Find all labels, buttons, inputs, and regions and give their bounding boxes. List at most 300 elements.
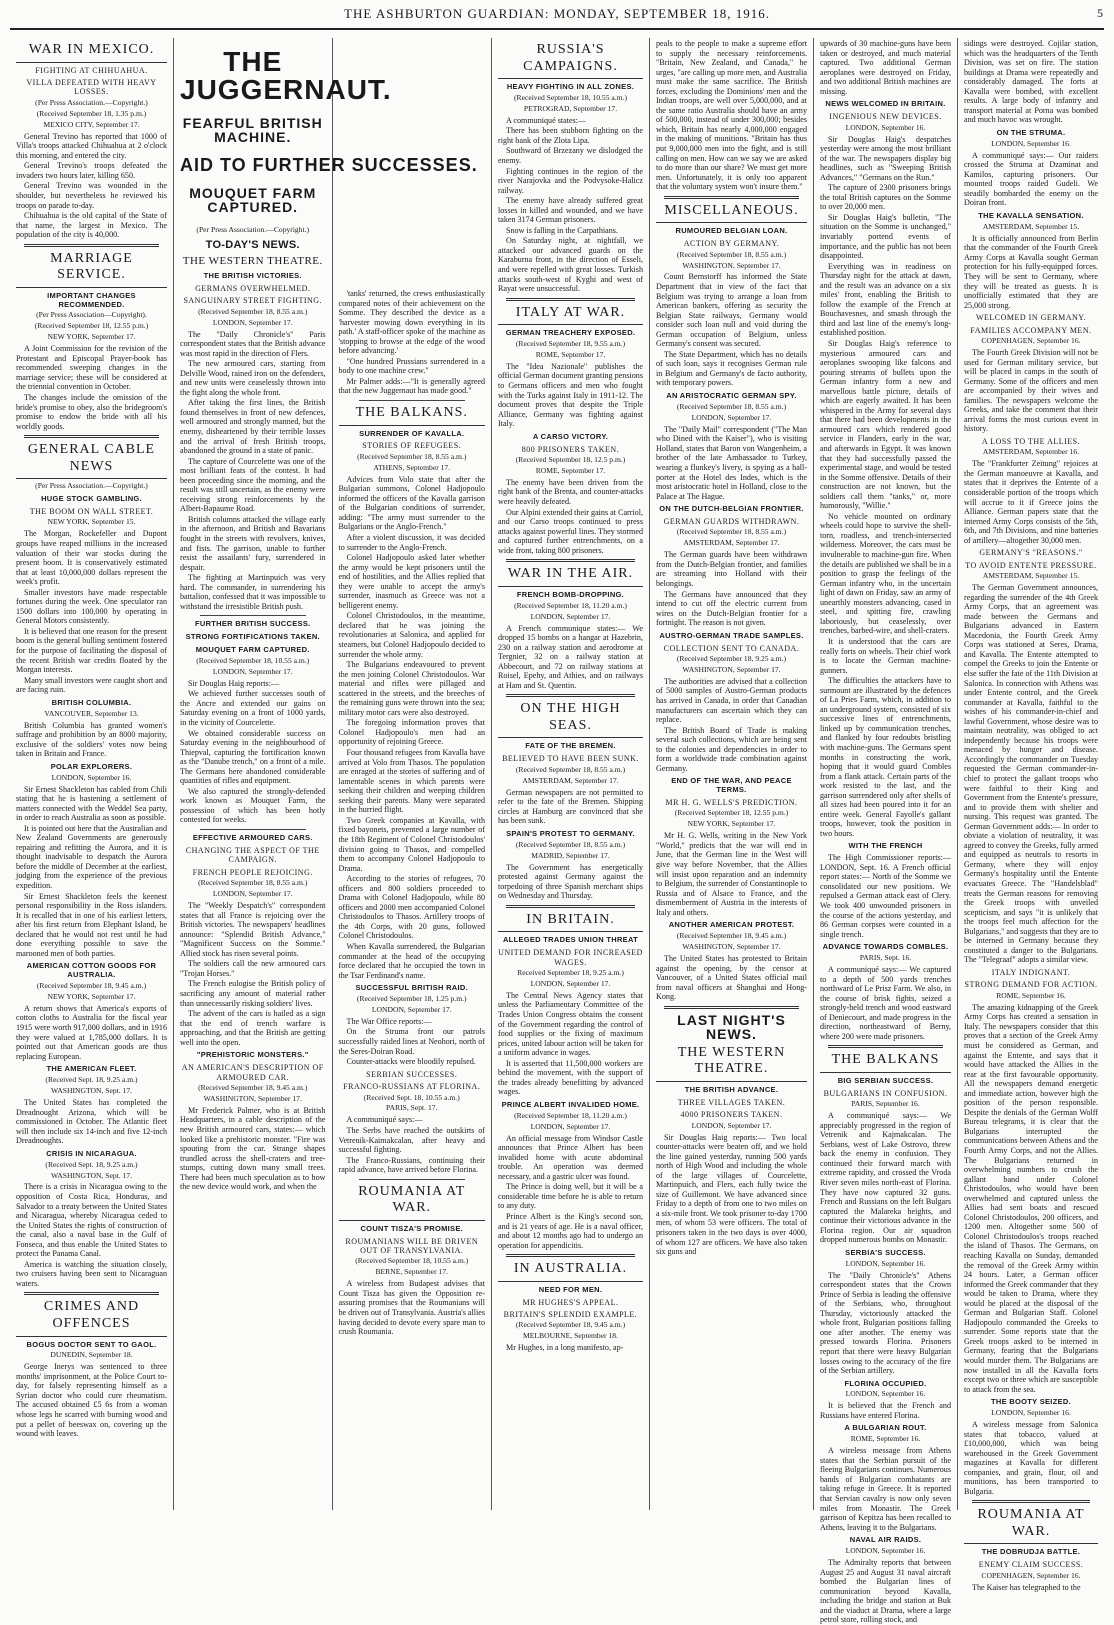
kavalla-dateline: ATHENS, September 17. [373,462,451,472]
mexico-para: Chihuahua is the old capital of the State of that name, the largest in Mexico. The population of the city is 40,000. [16,211,167,240]
carso-para: Our Alpini extended their gains at Carriol, and our Carso troops continued to press attacks against powerful lines. They stormed and captured further entrenchments, on a wide front, taking 800 prisoners. [498,507,643,555]
overwhelmed-sub: GERMANS OVERWHELMED. [195,283,311,293]
kavalla-para: Four thousand refugees from Kavalla have arrived at Volo from Thasos. The population are enraged at the stories of suffering and of lamentable scenes in which parents were seeking their children and weeping children seeking their parents. Many were separated in the hurried flight. [338,748,485,815]
albert-para: Prince Albert is the King's second son, and is 21 years of age. He is a naval officer, and about 12 months ago had to undergo an operation for appendicitis. [498,1212,643,1250]
marriage-para: A Joint Commission for the revision of the Protestant and Episcopal Prayer-book has recommended sweeping changes in the marriage service; these will be considered at the triennial convention in October. [16,344,167,392]
welcomed-sub: NEWS WELCOMED IN BRITAIN. [825,99,946,109]
aspect-sub: CHANGING THE ASPECT OF THE CAMPAIGN. [185,845,320,865]
mouquet-sub: MOUQUET FARM CAPTURED. [195,645,310,655]
russia-headline: RUSSIA'S CAMPAIGNS. [498,42,643,79]
palmer-para: Mr Frederick Palmer, who is at British Headquarters, in a cable description of the new British armoured cars, states:— which looked like a prehistoric monster. "Fire was spouting from the car. Strange shapes trundled across the shell-craters and tree-stumps, cutting down many small trees. There had been much speculation as to how the new device would work, and when the [180,1105,326,1192]
kavalla-sub: SURRENDER OF KAVALLA. [359,428,465,438]
protest-received: (Received September 18, 9.45 a.m.) [676,931,787,941]
sanguinary-sub: SANGUINARY STREET FIGHTING. [183,296,323,306]
devices-para: Sir Douglas Haig's reference to mysterious armoured cars and aeroplanes swooping like falcons and pouring streams of bullets upon the German infantry form a new and marvellous battle picture, details of which are eagerly awaited. It has been whispered in the Army for several days that there had been developments in the armoured cars which rendered good service in Flanders, early in the war, and afterwards in Egypt. It was known that they had successfully passed the experimental stage, and would be tested in the Somme offensive. Details of their construction are not known, but the soldiers call them "tanks," or, more humorously, "Willie." [820,339,951,511]
tisza-dateline: BERNE, September 17. [375,1267,449,1277]
cable-credit: (Per Press Association.—Copyright.) [35,481,148,491]
marriage-credit: (Per Press Association—Copyright). [36,310,147,320]
florina-dateline: PARIS, Sept. 17. [386,1103,438,1113]
mexico-received: (Received September 18, 1.35 p.m.) [36,108,147,118]
australia-headline: IN AUSTRALIA. [498,1261,643,1282]
raid-received: (Received September 18, 1.25 p.m.) [356,994,467,1003]
reasons-dateline: AMSTERDAM, September 15. [982,571,1080,581]
bc-dateline: VANCOUVER, September 13. [44,708,139,718]
unions-received: Received September 18, 9.25 a.m.) [517,967,624,977]
balkans-headline: THE BALKANS. [339,405,486,426]
trade-sub2: COLLECTION SENT TO CANADA. [663,643,800,653]
unions-sub2: UNITED DEMAND FOR INCREASED WAGES. [498,948,643,967]
florina-sub: FRANCO-RUSSIANS AT FLORINA. [343,1082,481,1092]
pressure-sub: TO AVOID ENTENTE PRESSURE. [965,560,1097,570]
guards-para: The German guards have been withdrawn from the Dutch-Belgian frontier, and families are streaming into Holland with their belongings. [656,550,807,588]
russia-received: (Received September 18, 10.55 a.m.) [513,92,628,102]
cable-para: Many small investors were caught short and are facing ruin. [16,675,167,695]
naval-cont-para: sidings were destroyed. Cojilar station, which was the headquarters of the Tenth Division, was set on fire. The station buildings at Drama were repeatedly and considerably damaged. The forts at Kavalla were bombed, with excellent results. A large body of infantry and transport material at Porna was bombed and much havoc was wrought. [964,39,1098,125]
struma-dateline: LONDON, September 16. [991,138,1071,148]
carso-sub: A CARSO VICTORY. [532,431,609,441]
bc-head: BRITISH COLUMBIA. [51,697,132,707]
bomb-sub: FRENCH BOMB-DROPPING. [516,589,625,599]
spain-dateline: MADRID, September 17. [531,850,610,860]
struma-sub: ON THE STRUMA. [996,127,1066,137]
kavalla-para: Two Greek companies at Kavalla, with fixed bayonets, prevented a large number of the 18th Regiment of Colonel Christodoulos' division going to Thasos, and compelled them to accompany Colonel Hadjopoulo to Drama. [338,815,485,873]
victories-para: The "Daily Chronicle's" Paris correspondent states that the British advance was most rapid in the direction of Flers. [180,329,326,358]
italy-para-2: The amazing kidnapping of the Greek Army Corps has created a sensation in Italy. The newspapers consider that this proves that a section of the Greek Army must be considered as German, and against the Entente, and says that it would have attacked the Allies in the rear at the first favourable opportunity. All the newspapers demand energetic and immediate action, however high the position of the person responsible. Despite the denials of the German Wolff Bureau telegrams, it is clear that the Bulgarians interrupted the communications between Athens and the Fourth Army Corps, and not the Allies. The Bulgarians returned in overwhelming numbers to crush the gallant band under Colonel Christodoulos, who would have been overwhelmed and captured unless the Allies had sent boats and rescued Colonel Christodoulos, 200 officers, and 1200 men. Altogether some 500 of Colonel Christodoulos's troops reached the island of Thasos. The Germans, on reaching Kavalla on Sunday, demanded the removal of the Greek Army within 24 hours. Later, a German officer informed the Greek commander that they would be taken to Drama, where they would be placed at the disposal of the German and Bulgarian Staff. Colonel Hadjopoulo commanded the Greeks to surrender. Some reports state that the Greek troops asked to be interned in Germany, fearing that the Bulgarians would murder them. The Bulgarians are now installed in all the Kavalla forts except two or three which are susceptible to attack from the sea. [964,1002,1098,1394]
polar-para: It is pointed out here that the Australian and New Zealand Governments are generously repairing and refitting the Aurora, and it is thought inadvisable to despatch the Aurora before the middle of December at the earliest, judging from the experience of the previous expedition. [16,823,167,890]
western-headline: THE WESTERN THEATRE. [656,1045,807,1082]
mouquet-para: We achieved further successes south of the Ancre and extended our gains on Saturday evening on a front of 1000 yards, in the vicinity of Courcelette. [180,689,326,727]
protest-dateline: WASHINGTON, September 17. [682,942,781,952]
bigs-para: A communiqué says:— We appreciably progressed in the region of Vetrenik and Kajmakcalan. The Serbians, west of Lake Ostrovo, threw back the enemy in confusion. They continued their forward march with extreme rapidity, and crossed the Vroda River seven miles north-east of Florina. They have now captured 32 guns. French and Russians on the left Bulgars captured the Malareka heights, and continue their victorious advance in the Florina region. Our air squadron dropped numerous bombs on Monastir. [820,1111,951,1245]
wells-dateline: NEW YORK, September 17. [687,819,776,829]
devices-sub: INGENIOUS NEW DEVICES. [829,112,942,122]
divider [24,244,159,247]
guards-received: (Received September 18, 8.55 a.m.) [676,527,787,537]
mexico-sub2: VILLA DEFEATED WITH HEAVY LOSSES. [26,77,157,97]
strong-demand-sub: STRONG DEMAND FOR ACTION. [964,980,1098,990]
naval-sub: NAVAL AIR RAIDS. [849,1535,922,1545]
crimes-headline: CRIMES AND OFFENCES [16,1299,167,1336]
refugees-sub: STORIES OF REFUGEES. [362,441,462,451]
bigs-sub: BIG SERBIAN SUCCESS. [837,1075,934,1085]
mouquet-para: Sir Douglas Haig reports:— [188,678,280,688]
devices-para: Everything was in readiness on Thursday night for the attack at dawn, and the result was an advance on a six miles' front, enabling the British to follow the example of the French at Bouchavesnes, and smash through the third and last line of the enemy's long-established position. [820,261,951,338]
devices-para: Sir Douglas Haig's despatches yesterday were among the most brilliant of the war. The newspapers display big headlines, such as "Sweeping British Advances," "Germans on the Run." [820,134,951,182]
serbia-sub: SERBIA'S SUCCESS. [845,1247,926,1257]
villages-sub: THREE VILLAGES TAKEN. [677,1097,786,1107]
roumania-headline-2: ROUMANIA AT WAR. [964,1507,1098,1544]
balkans-headline-2: THE BALKANS [820,1052,951,1073]
spain-sub: SPAIN'S PROTEST TO GERMANY. [506,828,635,838]
victories-sub: THE BRITISH VICTORIES. [203,270,302,280]
booty-para: A wireless message from Salonica states that tobacco, valued at £10,000,000, which was being warehoused in the Greek Government magazines at Kavalla for different companies, and grain, flour, oil and munitions, has been transported to Bulgaria. [964,1419,1098,1496]
end-sub: END OF THE WAR, AND PEACE TERMS. [671,776,792,795]
marriage-sub: IMPORTANT CHANGES RECOMMENDED. [47,290,136,309]
mexico-headline: WAR IN MEXICO. [16,42,167,63]
hughes-sub: MR HUGHES'S APPEAL. [522,1297,619,1307]
carso-para: The enemy have been driven from the right bank of the Brenta, and counter-attacks were heavily defeated. [498,477,643,506]
sunk-sub: BELIEVED TO HAVE BEEN SUNK. [502,754,639,764]
russia-para: On Saturday night, at nightfall, we attacked our advanced guards on the Karaburna front, in the direction of Esseli, and were repelled with great losses. Turkish attacks south-west of Kyghi and west of Rayat were unsuccessful. [498,236,643,294]
air-headline: WAR IN THE AIR. [498,566,643,587]
devices-para: No vehicle mounted on ordinary wheels could hope to survive the shell-torn, roadless, and trench-intersected wilderness. Moreover, the cars must be invulnerable to machine-gun fire. When the details are published we shall be in a position to grasp the feelings of the German infantry who, in the uncertain light of dawn on Friday, saw an army of unearthly monsters advancing, cased in steel, and spitting fire, crawling laboriously, but ceaselessly, over trenches, barbed-wire, and shell-craters. [820,511,951,636]
divider [506,1254,635,1257]
divider [359,1179,466,1180]
divider [664,196,799,199]
loan-received: (Received September 18, 8.55 a.m.) [676,249,787,259]
cars-dateline: LONDON, September 17. [212,889,293,899]
reasons-sub: GERMANY'S "REASONS." [979,548,1083,558]
french-sub: WITH THE FRENCH [848,841,923,851]
albert-sub: PRINCE ALBERT INVALIDED HOME. [501,1099,640,1109]
confusion-sub: BULGARIANS IN CONFUSION. [823,1088,948,1098]
kavalla-para: The Bulgarians endeavoured to prevent the men joining Colonel Christodoulos. War material and rifles were pillaged and scattered in the streets, and the breeches of the remaining guns were thrown into the sea; military motor cars were also destroyed. [338,660,485,717]
loan-sub2: ACTION BY GERMANY. [683,239,780,249]
column-4 [650,38,814,1510]
mexico-para: General Trevino has reported that 1000 of Villa's troops attacked Chihuahua at 2 o'clock this morning, and entered the city. [16,131,167,160]
cars-para: The advent of the cars is hailed as a sign that the end of trench warfare is approaching, and that the British are getting well into the open. [180,1009,326,1047]
cars-para: The soldiers call the new armoured cars "Trojan Horses." [180,959,326,978]
wells-received: (Received September 18, 12.55 p.m.) [674,808,789,818]
tisza-received: (Received September 18, 10.55 a.m.) [355,1256,469,1266]
column-2 [174,38,492,1510]
fleet-received: (Received Sept. 18, 9.25 a.m.) [45,1075,138,1085]
hughes-cont-para: peals to the people to make a supreme effort to supply the necessary reinforcements. "Britain, New Zealand, and Canada," he urges, "are calling up more men, and Australia must make the same sacrifice. The British forces, excluding the Dominions' men and the Indian troops, are well over 5,000,000, and at the same ratio Australia should have an army of 500,000, instead of under 300,000; besides which, Britain has nearly 4,000,000 engaged in the making of munitions. "Britain has thus put 9,000,000 men into the fight, and is still calling on men. How can we say we are asked to do more than our share? We must get more men. Unfortunately, it is only too apparent that the voluntary system won't insure them." [656,39,807,192]
marriage-para: The changes include the omission of the bride's promise to obey, also the bridegroom's promise to endow the bride with all his worldly goods. [16,393,167,431]
mouquet-dateline: LONDON, September 17. [212,666,293,676]
albert-para: An official message from Windsor Castle announces that Prince Albert has been invalided home with acute abdominal trouble. An operation was deemed necessary, and a gastric ulcer was found. [498,1133,643,1181]
rout-sub: A BULGARIAN ROUT. [844,1423,927,1433]
protest-sub: ANOTHER AMERICAN PROTEST. [668,920,795,930]
palmer-received: (Received September 18, 9.45 a.m.) [198,1083,308,1092]
column-1 [10,38,174,1510]
kavalla-para: The foregoing information proves that Colonel Hadjopoulo's men had an opportunity of rejoining Greece. [338,718,485,747]
cars-received: (Received September 18, 8.55 a.m.) [198,878,308,888]
crimes-sub: BOGUS DOCTOR SENT TO GAOL. [26,1339,157,1349]
guards-para: The Germans have announced that they intend to cut off the electric current from wires on the Dutch-Belgian frontier for a fortnight. The reason is not given. [656,589,807,628]
protest-para: The United States has protested to Britain against the opening, by the censor at Vancouver, of a United States official mail from naval officers at Shanghai and Hong-Kong. [656,954,807,1002]
divider [24,435,159,438]
palmer-dateline: WASHINGTON, September 17. [203,1093,302,1103]
divider [200,829,306,830]
hughes-para: Mr Hughes, in a long manifesto, ap- [506,1343,624,1353]
column-2-right [333,38,492,1510]
carso-dateline: ROME, September 17. [535,465,606,475]
kavalla-para: Advices from Volo state that after the Bulgarian summons, Colonel Hadjopoulo informed the officers of the Kavalla garrison of the Bulgarian conditions of surrender, adding: "The army must surrender to the Bulgarians or the Anglo-French." [338,474,485,532]
crimes-para: George Inerys was sentenced to three months' imprisonment, at the Police Court to-day, for falsely representing himself as a Syrian doctor who could cure rheumatism. The accused obtained £5 6s from a woman whose legs he scarred with burning wood and put a pellet of beeswax on, covering up the wound with leaves. [16,1362,167,1439]
juggernaut-deck-1: FEARFUL BRITISH MACHINE. [182,115,323,145]
raid-para: The War Office reports:— [346,1016,432,1026]
britain-headline: IN BRITAIN. [498,912,643,933]
combles-sub: ADVANCE TOWARDS COMBLES. [822,942,949,952]
guards-dateline: AMSTERDAM, September 17. [683,538,780,548]
families-dateline: COPENHAGEN, September 16. [981,336,1081,346]
naval-dateline: LONDON, September 16. [845,1546,926,1556]
column-3 [492,38,650,1510]
sensation-para: It is officially announced from Berlin that the commander of the Fourth Greek Army Corps at Kavalla sought German protection for his fully-equipped forces. They will be sent to Germany, where they will be treated as guests. It is unofficially estimated that they are 25,000 strong. [964,233,1098,310]
serbia-dateline: LONDON, September 16. [845,1258,926,1268]
italy-para: The "Idea Nazionale" publishes the official German document granting pensions to Germans officers and men who fought with the Turks against Italy in 1911-12. The document proves that despite the Triple Alliance, Germany was fighting against Italy. [498,361,643,429]
victories-para: The new armoured cars, starting from Delville Wood, rained iron on the defenders, and new units were ceaselessly thrown into the fight along the whole front. [180,359,326,397]
italy-headline: ITALY AT WAR. [498,305,643,326]
cable-para: Smaller investors have made respectable fortunes during the week. One speculator ran 1500 dollars into 100,000 by operating in General Motors consistently. [16,587,167,626]
kavalla-para: Colonel Christodoulos, in the meantime, declared that he was joining the revolutionaries at Salonica, and applied for steamers, but Colonel Hadjopoulo decided to surrender the whole army. [338,611,485,659]
columns [10,38,1104,1625]
victories-para: British columns attacked the village early in the afternoon, and British and Bavarians fought in the streets with revolvers, knives, and fists. The garrison, unable to further resist the assailants' fury, surrendered in despair. [180,514,326,572]
advance-sub: THE BRITISH ADVANCE. [684,1084,779,1094]
unions-para: It is asserted that 11,500,000 workers are behind the movement, with the support of the trades already benefitting by advanced wages. [498,1058,643,1097]
marriage-headline: MARRIAGE SERVICE. [16,251,167,288]
nica-para: There is a crisis in Nicaragua owing to the opposition of Costa Rica, Honduras, and Salvador to a treaty between the United States and Nicaragua, whereby Nicaragua ceded to the United States the rights of construction of the canal, also a naval base in the Gulf of Fonseca, and thus enable the United States to protect the Panama Canal. [16,1182,167,1259]
victories-para: After taking the first lines, the British found themselves in front of new defences, well armoured and strongly manned, but the enemy, disheartened by their terrible losses and the arrival of fresh British troops, abandoned the ground in a state of panic. [180,398,326,456]
victories-para: The fighting at Martinpuich was very hard. The commander, in surrendering his battalion, confessed that it was impossible to withstand the irresistible British push. [180,573,326,611]
russia-para: A communiqué states:— [506,115,587,125]
italy-received: (Received September 18, 9.55 a.m.) [515,338,626,348]
booty-dateline: LONDON, September 16. [991,1408,1071,1418]
loss-sub: A LOSS TO THE ALLIES. [981,436,1081,446]
naval-para: The Admiralty reports that between August 25 and August 31 naval aircraft bombed the Bulgarian lines of communication beyond Kavalla, including the bridge and station at Buk and the viaduct at Drama, where a large petrol store, rolling stock, and [820,1558,951,1625]
nica-dateline: WASHINGTON, Sept. 17. [50,1170,133,1180]
polar-para: Sir Ernest Shackleton has cabled from Chili stating that he is hastening a settlement of matters connected with the Weddel Sea party, in order to reach Australia as soon as possible. [16,784,167,823]
tanks-para: Mr Palmer adds:—"It is generally agreed that the new Juggernaut has made good." [338,376,485,396]
trade-para: The authorities are advised that a collection of 5000 samples of Austro-German products has arrived in Canada, in order that Canadian manufacturers can ascertain which they can replace. [656,676,807,725]
divider [506,694,635,697]
cotton-received: (Received September 18, 9.45 a.m.) [36,981,147,991]
cotton-head: AMERICAN COTTON GOODS FOR AUSTRALIA. [26,961,157,980]
french-para: The High Commissioner reports:— LONDON, Sept. 16. A French official report states:— North of the Somme we consolidated our new positions. We repulsed a German attack east of Clery. We took 400 unwounded prisoners in the course of the actions yesterday, and 86 German corpses were counted in a single trench. [820,853,951,939]
bc-para: British Columbia has granted women's suffrage and prohibition by an 8000 majority, exclusive of the soldiers' votes now being taken in Britain and France. [16,720,167,759]
seas-headline: ON THE HIGH SEAS. [498,701,643,738]
polar-para: Sir Ernest Shackleton feels the keenest personal responsibility in the Ross islanders. It is recalled that in one of his earliest letters, after his first return from Elephant Island, he declared that he would not rest until he had done everything possible to save the marooned men of both parties. [16,891,167,958]
divider [200,615,306,616]
divider [828,1045,943,1048]
victories-received: (Received September 18, 8.55 a.m.) [198,306,308,316]
juggernaut-deck-2: AID TO FURTHER SUCCESSES. [180,155,478,175]
cable-sub2: THE BOOM ON WALL STREET. [29,507,154,517]
albert-received: (Received September 18, 11.20 a.m.) [514,1110,627,1120]
prisoners-sub: 4000 PRISONERS TAKEN. [680,1110,783,1120]
cars-para: The "Weekly Despatch's" correspondent states that all France is rejoicing over the British victories. The newspapers' headlines announce: "Splendid British Advance," "Magnificent Success on the Somme." Allied stock has risen several points. [180,901,326,958]
air-dateline: LONDON, September 17. [530,611,611,621]
tanks-para: 'tanks' returned, the crews enthusiastically compared notes of their achievement on the Somme. They described the device as a 'harvester mowing down everything in its path.' A staff-officer spoke of the machine as 'stopping to browse at the edge of the wood before advancing.' [338,289,485,356]
claim-para: The Kaiser has telegraphed to the [972,1582,1081,1592]
florina-para: A communiqué says:— [346,1115,423,1125]
mexico-dateline: MEXICO CITY, September 17. [43,119,140,129]
page-number: 5 [1097,6,1104,20]
serbian-sub: SERBIAN SUCCESSES. [366,1069,458,1079]
polar-head: POLAR EXPLORERS. [50,761,133,771]
frontier-sub: ON THE DUTCH-BELGIAN FRONTIER. [659,504,804,514]
mouquet-received: (Received September 18, 10.55 a.m.) [196,655,310,665]
families-sub: FAMILIES ACCOMPANY MEN. [970,325,1092,335]
italy-dateline-2: ROME, September 16. [996,990,1066,1000]
devices-para: The capture of 2300 prisoners brings the total British captures on the Somme to over 20,000 men. [820,183,951,212]
nica-head: CRISIS IN NICARAGUA. [46,1148,137,1158]
american-sub: AN AMERICAN'S DESCRIPTION OF ARMOURED CAR. [181,1063,324,1082]
todays-news: TO-DAY'S NEWS. [205,238,300,251]
booty-sub: THE BOOTY SEIZED. [991,1397,1071,1407]
fleet-para: The United States has completed the Dreadnought Arizona, which will be commissioned in October. The Atlantic fleet will then include six 14-inch and five 12-inch Dreadnoughts. [16,1097,167,1146]
carso-sub2: 800 PRISONERS TAKEN. [521,444,620,454]
strong-sub: STRONG FORTIFICATIONS TAKEN. [185,632,320,642]
juggernaut-credit: (Per Press Association.—Copyright.) [196,225,310,234]
misc-headline: MISCELLANEOUS. [656,203,807,224]
reasons-para: The German Government announces, regarding the surrender of the 4th Greek Army Corps, that an agreement was made between the Germans and Bulgarians advanced in Eastern Macedonia, the Fourth Greek Army Corps was stationed at Seres, Drama, and Kavalla. The Entente attempted to compel the Greeks to join the Entente or else suffer the fate of the 11th Division at Salonica. In connection with Athens was under Entente control, and the Greek commander at Kavalla, faithful to the wishes of his commander-in-chief and lawful Government, whose desire was to maintain neutrality, was obliged to act independently because his troops were menaced by hunger and disease. Accordingly the commander on Tuesday requested the German commander-in-chief to protect the gallant troops who were faithful to their King and Government from the Entente's pressure, and to provide them with shelter and nursing. This request was granted. The German Government adds:— In order to obviate a violation of neutrality, it was agreed to convey the Greeks, fully armed and equipped as neutrals to resorts in Germany, where they will enjoy Germany's hospitality until the Entente evacuates Greece. The "Handelsblad" treats the German reasons for removing the Greek troops with unveiled scepticism, and says "it is unlikely that the troops feel much affection for the Bulgarians," and suggests that they are to be interned in Germany because they constituted a danger to the Bulgarians. The "Telegraaf" adopts a similar view. [964,583,1098,965]
advance-dateline: LONDON, September 17. [691,1120,772,1130]
masthead-title: THE ASHBURTON GUARDIAN: MONDAY, SEPTEMBER 18, 1916. [344,6,770,21]
mexico-credit: (Per Press Association.—Copyright.) [35,97,148,107]
devices-para: It is understood that the cars are really forts on wheels. Their chief work is to locate the German machine-gunners. [820,636,951,675]
tisza-sub: COUNT TISZA'S PROMISE. [360,1223,464,1233]
wg-sub: WELCOMED IN GERMANY. [975,313,1087,323]
divider [972,1500,1090,1503]
rout-para: A wireless message from Athens states that the Serbian pursuit of the fleeing Bulgarians continues. Numerous bands of Bulgarian combatants are taking refuge in Greece. It is reported that Servian cavalry is now only seven miles from Monastir. The Greek garrison of Kepitza has been recalled to Athens, leaving it to the Bulgarians. [820,1446,951,1532]
spy-sub: AN ARISTOCRATIC GERMAN SPY. [666,391,797,401]
italy-dateline: ROME, September 17. [535,349,606,359]
spain-para: The Government has energetically protested against Germany against the torpedoing of three Spanish merchant ships on Wednesday and Thursday. [498,862,643,901]
divider [359,400,466,401]
prehistoric-sub: "PREHISTORIC MONSTERS." [196,1050,309,1060]
air-para: A French communique states:— We dropped 15 bombs on a hangar at Hazebrin, 230 on a railway station and aerodrome at Tergnier, 32 on a railway station at Abbecourt, and 72 on railway stations at Roisel, Epehy, and Athies, and on railways at Ham and St. Quentin. [498,623,643,690]
albert-dateline: LONDON, September 17. [530,1121,611,1131]
serbia-para: The "Daily Chronicle's" Athens correspondent states that the Crown Prince of Serbia is leading the offensive of the Serbians, who, throughout Thursday, victoriously attacked the whole front, Bulgarian positions falling one after another. The enemy was pressed towards Florina. Prisoners report that there were heavy Bulgarian losses owing to the accuracy of the fire of the Serbian artillery. [820,1270,951,1376]
claim-dateline: COPENHAGEN, September 16. [981,1570,1081,1580]
trade-dateline: WASHINGTON, September 17. [682,664,781,674]
nica-received: (Received Sept. 18, 9.25 a.m.) [45,1159,138,1169]
loan-dateline: WASHINGTON, September 17. [682,260,781,270]
russia-dateline: PETROGRAD, September 17. [523,103,618,113]
kavalla-para: Colonel Hadjopoulo asked later whether the army would be kept prisoners until the end of hostilities, and the Allies replied that they were unable to accept the army's surrender, inasmuch as Greece was not a belligerent enemy. [338,553,485,610]
russia-para: There has been stubborn fighting on the right bank of the Zlota Lipa. [498,126,643,145]
marriage-received: (Received September 18, 12.55 p.m.) [34,321,149,331]
mexico-para: General Trevino was wounded in the shoulder, but nevertheless he reviewed his troops on parade to-day. [16,181,167,210]
families-para: The Fourth Greek Division will not be used for German military service, but will be placed in camps in the south of Germany. Some of the officers and men are accompanied by their wives and families. The newspapers welcome the Greeks, and take the comment that their arrival forms the most curious event in history. [964,348,1098,434]
kavalla-para: After a violent discussion, it was decided to surrender to the Anglo-French. [338,533,485,552]
loss-para: The "Frankfurter Zeitung" rejoices at the German manoeuvre at Kavalla, and states that it deprives the Entente of a considerable portion of the troops which will accrue to it if Greece joins the Alliance. German papers state that the interned Army Corps consists of the 5th, 6th, and 7th Divisions, and nine batteries of artillery—altogether 30,000 men. [964,459,1098,545]
rout-dateline: ROME, September 16. [850,1434,921,1444]
men-sub: NEED FOR MEN. [538,1284,603,1294]
example-sub: BRITAIN'S SPLENDID EXAMPLE. [503,1309,638,1319]
roumania-headline: ROUMANIA AT WAR. [339,1184,486,1221]
loan-sub: RUMOURED BELGIAN LOAN. [675,226,788,236]
cable-para: The Morgan, Rockefeller and Dupont groups have reaped millions in the increased valuation of their war stocks during the present boom. It is conservatively estimated that at least 10,000,000 dollars represent the week's profit. [16,529,167,587]
crimes-dateline: DUNEDIN, September 18. [50,1350,133,1360]
fleet-head: THE AMERICAN FLEET. [46,1064,137,1074]
sensation-dateline: AMSTERDAM, September 15. [982,221,1080,231]
masthead [10,6,1104,30]
kavalla-para: When Kavalla surrendered, the Bulgarian commander at the head of the occupying force declared that he occupied the town in the Tsar Ferdinand's name. [338,941,485,980]
claim-sub: ENEMY CLAIM SUCCESS. [978,1560,1084,1570]
devices-para: The difficulties the attackers have to surmount are illustrated by the defences of La Pries Farm, which, in addition to an underground system, consisted of six successive lines of entrenchments, linked up by communication trenches, and flanked by four redoubts bristling with machine-guns. The Germans spent months in constructing the work, hoping that it would guard Combles from a flank attack. Certain parts of the work resisted to the last, and the garrison surrendered only after shells of all sizes had been poured into it for an entire week. General Fayolle's gallant troops, however, took the position in two hours. [820,676,951,838]
dobrudja-sub: THE DOBRUDJA BATTLE. [981,1547,1081,1557]
cars-sub: EFFECTIVE ARMOURED CARS. [192,833,313,843]
fl-para: It is believed that the French and Russians have entered Florina. [820,1401,951,1420]
spy-dateline: LONDON, September 17. [691,412,772,422]
cotton-para: A return shows that America's exports of cotton cloths to Australia for the fiscal year 1915 were worth 917,000 dollars, and in 1916 they were valued at 1,785,000 dollars. It is pointed out that American goods are thus replacing European. [16,1003,167,1061]
victories-para: The capture of Courcelette was one of the most brilliant feats of the contest. It had been proceeding since the morning, and the result was still uncertain, as the enemy were receiving strong reinforcements by the Albert-Bapaume Road. [180,456,326,514]
cars-para: The French eulogise the British policy of sacrificing any amount of material rather than unnecessarily risking soldiers' lives. [180,979,326,1008]
kavalla-received: (Received September 18, 8.55 a.m.) [357,451,467,461]
divider [506,298,635,301]
polar-dateline: LONDON, September 16. [51,772,132,782]
guards-sub: GERMAN GUARDS WITHDRAWN. [663,516,800,526]
florina-para: The Serbs have reached the outskirts of Vetrenik-Kaimakcalan, after heavy and successful fighting. [338,1125,485,1155]
unions-para: The Central News Agency states that unless the Parliamentary Committee of the Trades Union Congress obtains the consent of the Government regarding the control of food supplies or the fixing of maximum prices, united labour action will be taken for a uniform advance in wages. [498,990,643,1058]
air-received: (Received September 18, 11.20 a.m.) [514,600,627,610]
russia-para: Fighting continues in the region of the river Narajovka and the Podvysoke-Halicz railway. [498,166,643,195]
cable-headline: GENERAL CABLE NEWS [16,442,167,479]
albert-para: The Prince is doing well, but it will be a considerable time before he is able to return to any duty. [498,1182,643,1211]
carso-received: (Received September 18, 12.5 p.m.) [515,455,626,464]
divider [664,1006,799,1009]
treachery-sub: GERMAN TREACHERY EXPOSED. [505,328,636,338]
divider [506,905,635,908]
divider [506,559,635,562]
combles-dateline: PARIS, Sept. 16. [859,953,912,963]
fleet-dateline: WASHINGTON, Sept. 17. [50,1086,133,1096]
florina-para: The Franco-Russians, continuing their rapid advance, have arrived before Florina. [338,1155,485,1175]
cable-dateline: NEW YORK, September 15. [47,517,136,527]
fl-sub: FLORINA OCCUPIED. [844,1378,927,1388]
juggernaut-deck-3: MOUQUET FARM CAPTURED. [189,185,317,215]
cable-sub: HUGE STOCK GAMBLING. [41,494,142,504]
nica-para: America is watching the situation closely, two cruisers having been sent to Nicaraguan waters. [16,1259,167,1288]
marriage-dateline: NEW YORK, September 17. [47,332,136,342]
rejoicing-sub: FRENCH PEOPLE REJOICING. [192,867,313,877]
wells-sub: MR H. G. WELLS'S PREDICTION. [665,798,798,808]
advance-para: Sir Douglas Haig reports:— Two local counter-attacks were beaten off, and we hold the line gained yesterday, running 500 yards north of High Wood and including the whole of the large villages of Courcelette, Martinpuich, and Flers, each fully twice the size of Guillemont. We have advanced since Friday to a depth of from one to two miles on a six-mile front. We took prisoner to-day 1700 men, of whom 53 were officers. The total of prisoners taken in the two days is over 4000, of whom 127 are officers. We have also taken six guns and [656,1132,807,1257]
russia-para: The enemy have already suffered great losses in killed and wounded, and we have taken 3174 German prisoners. [498,196,643,225]
bremen-para: German newspapers are not permitted to refer to the fate of the Bremen. Shipping circles at Hamburg are convinced that she has been sunk. [498,787,643,826]
juggernaut-headline: THE JUGGERNAUT. [180,46,392,105]
bremen-received: (Received September 18, 8.55 a.m.) [515,764,626,774]
trade-received: (Received September 18, 9.25 a.m.) [676,653,787,663]
florina-received: (Received Sept. 18, 10.55 a.m.) [363,1092,460,1102]
italy-sub: ITALY INDIGNANT. [991,967,1071,977]
trade-sub: AUSTRO-GERMAN TRADE SAMPLES. [659,630,804,640]
column-5 [814,38,958,1625]
heavy-sub: HEAVY FIGHTING IN ALL ZONES. [506,82,635,92]
mexico-para: General Trevino's troops defeated the invaders two hours later, killing 650. [16,161,167,180]
bremen-dateline: AMSTERDAM, September 17. [522,775,619,785]
unions-sub: ALLEGED TRADES UNION THREAT [502,935,639,945]
bremen-sub: FATE OF THE BREMEN. [525,741,616,751]
spy-received: (Received September 18, 8.55 a.m.) [676,401,787,411]
last-night-headline: LAST NIGHT'S NEWS. [677,1011,786,1042]
further-sub: FURTHER BRITISH SUCCESS. [194,619,311,629]
russia-para: Southward of Brzezany we dislodged the enemy. [498,146,643,165]
hughes-dateline: MELBOURNE, September 18. [523,1331,618,1341]
wells-para: Mr H. G. Wells, writing in the New York "World," predicts that the war will end in June, that the German line in the West will give way before November, that the Allies will insist upon reparation and an indemnity to Belgium, the surrender of Constantinople to Russia and of Alsace to France, and the dismemberment of Austria in the interests of Italy and others. [656,831,807,917]
mexico-sub1: FIGHTING AT CHIHUAHUA. [35,65,148,75]
tanks-para: "One hundred Prussians surrendered in a body to one machine crew." [338,356,485,376]
sensation-sub: THE KAVALLA SENSATION. [978,211,1084,220]
western-theatre: THE WESTERN THEATRE. [182,254,323,267]
unions-dateline: LONDON, September 17. [530,978,611,988]
tisza-sub2: ROUMANIANS WILL BE DRIVEN OUT OF TRANSYLVANIA. [345,1236,479,1256]
russia-para: Snow is falling in the Carpathians. [506,225,618,235]
mouquet-para: We obtained considerable success on Saturday evening in the neighbourhood of Thiepval, capturing the fortification known as the "Danube trench," on a front of a mile. The Germans here abandoned considerable quantities of rifles and equipment. [180,728,326,786]
loan-para: Count Bernstorff has informed the State Department that in view of the fact that Belgium was trying to arrange a loan from American bankers, offering as security the Belgian State railways, Germany would consider such loan null and void during the German occupation of Belgium, unless Germany's consent was secured. [656,272,807,349]
devices-dateline: LONDON, September 16. [845,122,926,132]
hughes-received: (Received September 18, 9.45 a.m.) [515,1320,626,1330]
tisza-para: A wireless from Budapest advises that Count Tisza has given the Opposition re-assuring promises that the Roumanians will be driven out of Transylvania. Austria's allies having decided to devote every spare man to crush Roumania. [338,1279,485,1337]
spain-received: (Received September 18, 8.55 a.m.) [515,839,626,849]
struma-para: A communiqué says:— Our raiders crossed the Struma at Dzaminat and Kamilos, capturing prisoners. Our mounted troops raided Gudeli. We steadily bombarded the enemy on the Doiran front. [964,150,1098,208]
raid-dateline: LONDON, September 17. [371,1004,452,1014]
devices-para: Sir Douglas Haig's bulletin, "The situation on the Somme is unchanged," invariably portend events of importance, and the public has not been disappointed. [820,212,951,261]
trade-para: The British Board of Trade is making several such collections, which are being sent to the colonies and dependencies in order to form a worldwide trade combination against Germany. [656,725,807,773]
